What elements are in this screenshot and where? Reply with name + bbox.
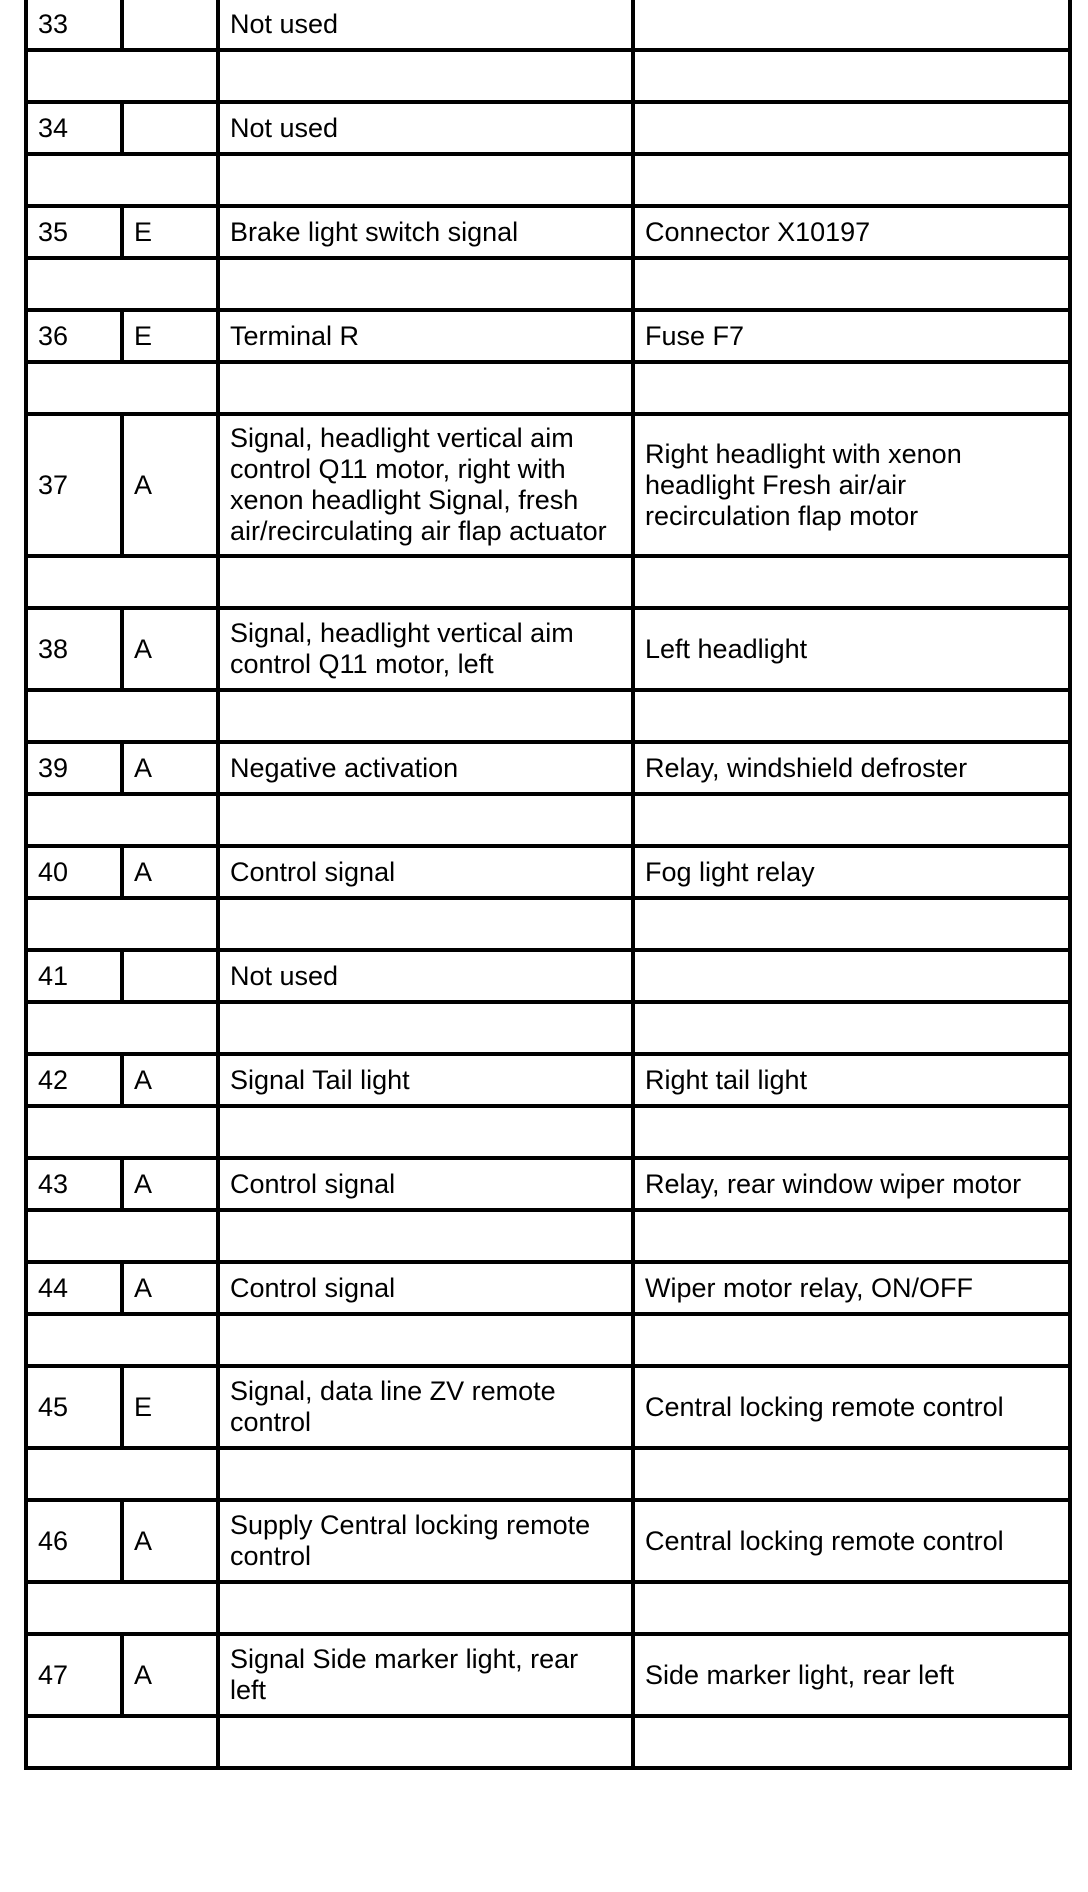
- empty-cell: [218, 1106, 633, 1158]
- signal-direction-cell: A: [122, 846, 218, 898]
- table-row: [26, 1054, 1070, 1106]
- empty-cell: [633, 1314, 1070, 1366]
- spacer-row: [26, 1716, 1070, 1768]
- empty-cell: [218, 1582, 633, 1634]
- function-cell: Not used: [218, 950, 633, 1002]
- spacer-row: [26, 1448, 1070, 1500]
- table-row: [26, 310, 1070, 362]
- empty-cell: [218, 898, 633, 950]
- table-row: [26, 1158, 1070, 1210]
- signal-direction-cell: A: [122, 1158, 218, 1210]
- function-cell: Control signal: [218, 1262, 633, 1314]
- connection-cell: Central locking remote control: [633, 1500, 1070, 1582]
- function-cell: Not used: [218, 102, 633, 154]
- spacer-row: [26, 1210, 1070, 1262]
- pin-number-cell: 40: [26, 846, 122, 898]
- spacer-row: [26, 690, 1070, 742]
- table-row: [26, 950, 1070, 1002]
- function-cell: Negative activation: [218, 742, 633, 794]
- empty-cell: [218, 1314, 633, 1366]
- signal-direction-cell: E: [122, 206, 218, 258]
- table-row: [26, 742, 1070, 794]
- empty-cell: [26, 154, 218, 206]
- empty-cell: [26, 1210, 218, 1262]
- pin-assignment-table: [24, 0, 1072, 1770]
- empty-cell: [218, 1002, 633, 1054]
- empty-cell: [633, 794, 1070, 846]
- spacer-row: [26, 794, 1070, 846]
- connection-cell: Relay, rear window wiper motor: [633, 1158, 1070, 1210]
- connection-cell: [633, 102, 1070, 154]
- signal-direction-cell: A: [122, 1054, 218, 1106]
- connection-cell: Left headlight: [633, 608, 1070, 690]
- table-row: [26, 102, 1070, 154]
- signal-direction-cell: A: [122, 414, 218, 556]
- empty-cell: [218, 1448, 633, 1500]
- function-cell: Signal Side marker light, rear left: [218, 1634, 633, 1716]
- pin-number-cell: 41: [26, 950, 122, 1002]
- function-cell: Supply Central locking remote control: [218, 1500, 633, 1582]
- connection-cell: Side marker light, rear left: [633, 1634, 1070, 1716]
- function-cell: Control signal: [218, 846, 633, 898]
- function-cell: Signal Tail light: [218, 1054, 633, 1106]
- pin-number-cell: 38: [26, 608, 122, 690]
- table-row: [26, 1634, 1070, 1716]
- empty-cell: [218, 50, 633, 102]
- connection-cell: Relay, windshield defroster: [633, 742, 1070, 794]
- empty-cell: [218, 362, 633, 414]
- pin-number-cell: 47: [26, 1634, 122, 1716]
- spacer-row: [26, 898, 1070, 950]
- table-row: [26, 414, 1070, 556]
- function-cell: Signal, data line ZV remote control: [218, 1366, 633, 1448]
- empty-cell: [218, 1716, 633, 1768]
- connection-cell: Right tail light: [633, 1054, 1070, 1106]
- empty-cell: [633, 154, 1070, 206]
- empty-cell: [26, 1716, 218, 1768]
- empty-cell: [633, 1448, 1070, 1500]
- signal-direction-cell: E: [122, 310, 218, 362]
- connection-cell: [633, 950, 1070, 1002]
- signal-direction-cell: A: [122, 742, 218, 794]
- pin-number-cell: 43: [26, 1158, 122, 1210]
- empty-cell: [218, 1210, 633, 1262]
- table-row: [26, 608, 1070, 690]
- empty-cell: [26, 1106, 218, 1158]
- empty-cell: [26, 1448, 218, 1500]
- spacer-row: [26, 1106, 1070, 1158]
- function-cell: Control signal: [218, 1158, 633, 1210]
- empty-cell: [218, 690, 633, 742]
- empty-cell: [26, 362, 218, 414]
- table-row: [26, 206, 1070, 258]
- signal-direction-cell: A: [122, 1634, 218, 1716]
- connection-cell: Connector X10197: [633, 206, 1070, 258]
- empty-cell: [218, 556, 633, 608]
- empty-cell: [633, 362, 1070, 414]
- spacer-row: [26, 1582, 1070, 1634]
- empty-cell: [633, 1716, 1070, 1768]
- pin-number-cell: 35: [26, 206, 122, 258]
- signal-direction-cell: A: [122, 1500, 218, 1582]
- connection-cell: Right headlight with xenon headlight Fresh air/air recirculation flap motor: [633, 414, 1070, 556]
- empty-cell: [26, 556, 218, 608]
- signal-direction-cell: [122, 0, 218, 50]
- pin-number-cell: 33: [26, 0, 122, 50]
- table-row: [26, 846, 1070, 898]
- empty-cell: [26, 258, 218, 310]
- pin-number-cell: 46: [26, 1500, 122, 1582]
- empty-cell: [218, 794, 633, 846]
- empty-cell: [633, 258, 1070, 310]
- empty-cell: [633, 898, 1070, 950]
- signal-direction-cell: A: [122, 1262, 218, 1314]
- empty-cell: [633, 50, 1070, 102]
- empty-cell: [26, 1002, 218, 1054]
- pin-number-cell: 44: [26, 1262, 122, 1314]
- empty-cell: [633, 690, 1070, 742]
- empty-cell: [633, 1106, 1070, 1158]
- empty-cell: [633, 556, 1070, 608]
- function-cell: Not used: [218, 0, 633, 50]
- pin-number-cell: 37: [26, 414, 122, 556]
- empty-cell: [26, 1582, 218, 1634]
- table-row: [26, 1262, 1070, 1314]
- pin-number-cell: 45: [26, 1366, 122, 1448]
- spacer-row: [26, 556, 1070, 608]
- empty-cell: [26, 1314, 218, 1366]
- function-cell: Signal, headlight vertical aim control Q11 motor, left: [218, 608, 633, 690]
- connection-cell: [633, 0, 1070, 50]
- signal-direction-cell: [122, 102, 218, 154]
- empty-cell: [633, 1002, 1070, 1054]
- table-row: [26, 1500, 1070, 1582]
- connection-cell: Central locking remote control: [633, 1366, 1070, 1448]
- empty-cell: [26, 794, 218, 846]
- pin-number-cell: 34: [26, 102, 122, 154]
- signal-direction-cell: [122, 950, 218, 1002]
- empty-cell: [218, 258, 633, 310]
- spacer-row: [26, 258, 1070, 310]
- empty-cell: [26, 690, 218, 742]
- pin-number-cell: 42: [26, 1054, 122, 1106]
- spacer-row: [26, 50, 1070, 102]
- connection-cell: Wiper motor relay, ON/OFF: [633, 1262, 1070, 1314]
- connection-cell: Fog light relay: [633, 846, 1070, 898]
- spacer-row: [26, 154, 1070, 206]
- empty-cell: [26, 50, 218, 102]
- table-body: [26, 0, 1070, 1768]
- function-cell: Brake light switch signal: [218, 206, 633, 258]
- empty-cell: [633, 1582, 1070, 1634]
- table-row: [26, 0, 1070, 50]
- connection-cell: Fuse F7: [633, 310, 1070, 362]
- pin-number-cell: 36: [26, 310, 122, 362]
- spacer-row: [26, 1314, 1070, 1366]
- spacer-row: [26, 362, 1070, 414]
- spacer-row: [26, 1002, 1070, 1054]
- pin-number-cell: 39: [26, 742, 122, 794]
- table-row: [26, 1366, 1070, 1448]
- signal-direction-cell: A: [122, 608, 218, 690]
- empty-cell: [26, 898, 218, 950]
- function-cell: Terminal R: [218, 310, 633, 362]
- empty-cell: [633, 1210, 1070, 1262]
- signal-direction-cell: E: [122, 1366, 218, 1448]
- function-cell: Signal, headlight vertical aim control Q11 motor, right with xenon headlight Signal, fresh air/recirculating air flap actuator: [218, 414, 633, 556]
- empty-cell: [218, 154, 633, 206]
